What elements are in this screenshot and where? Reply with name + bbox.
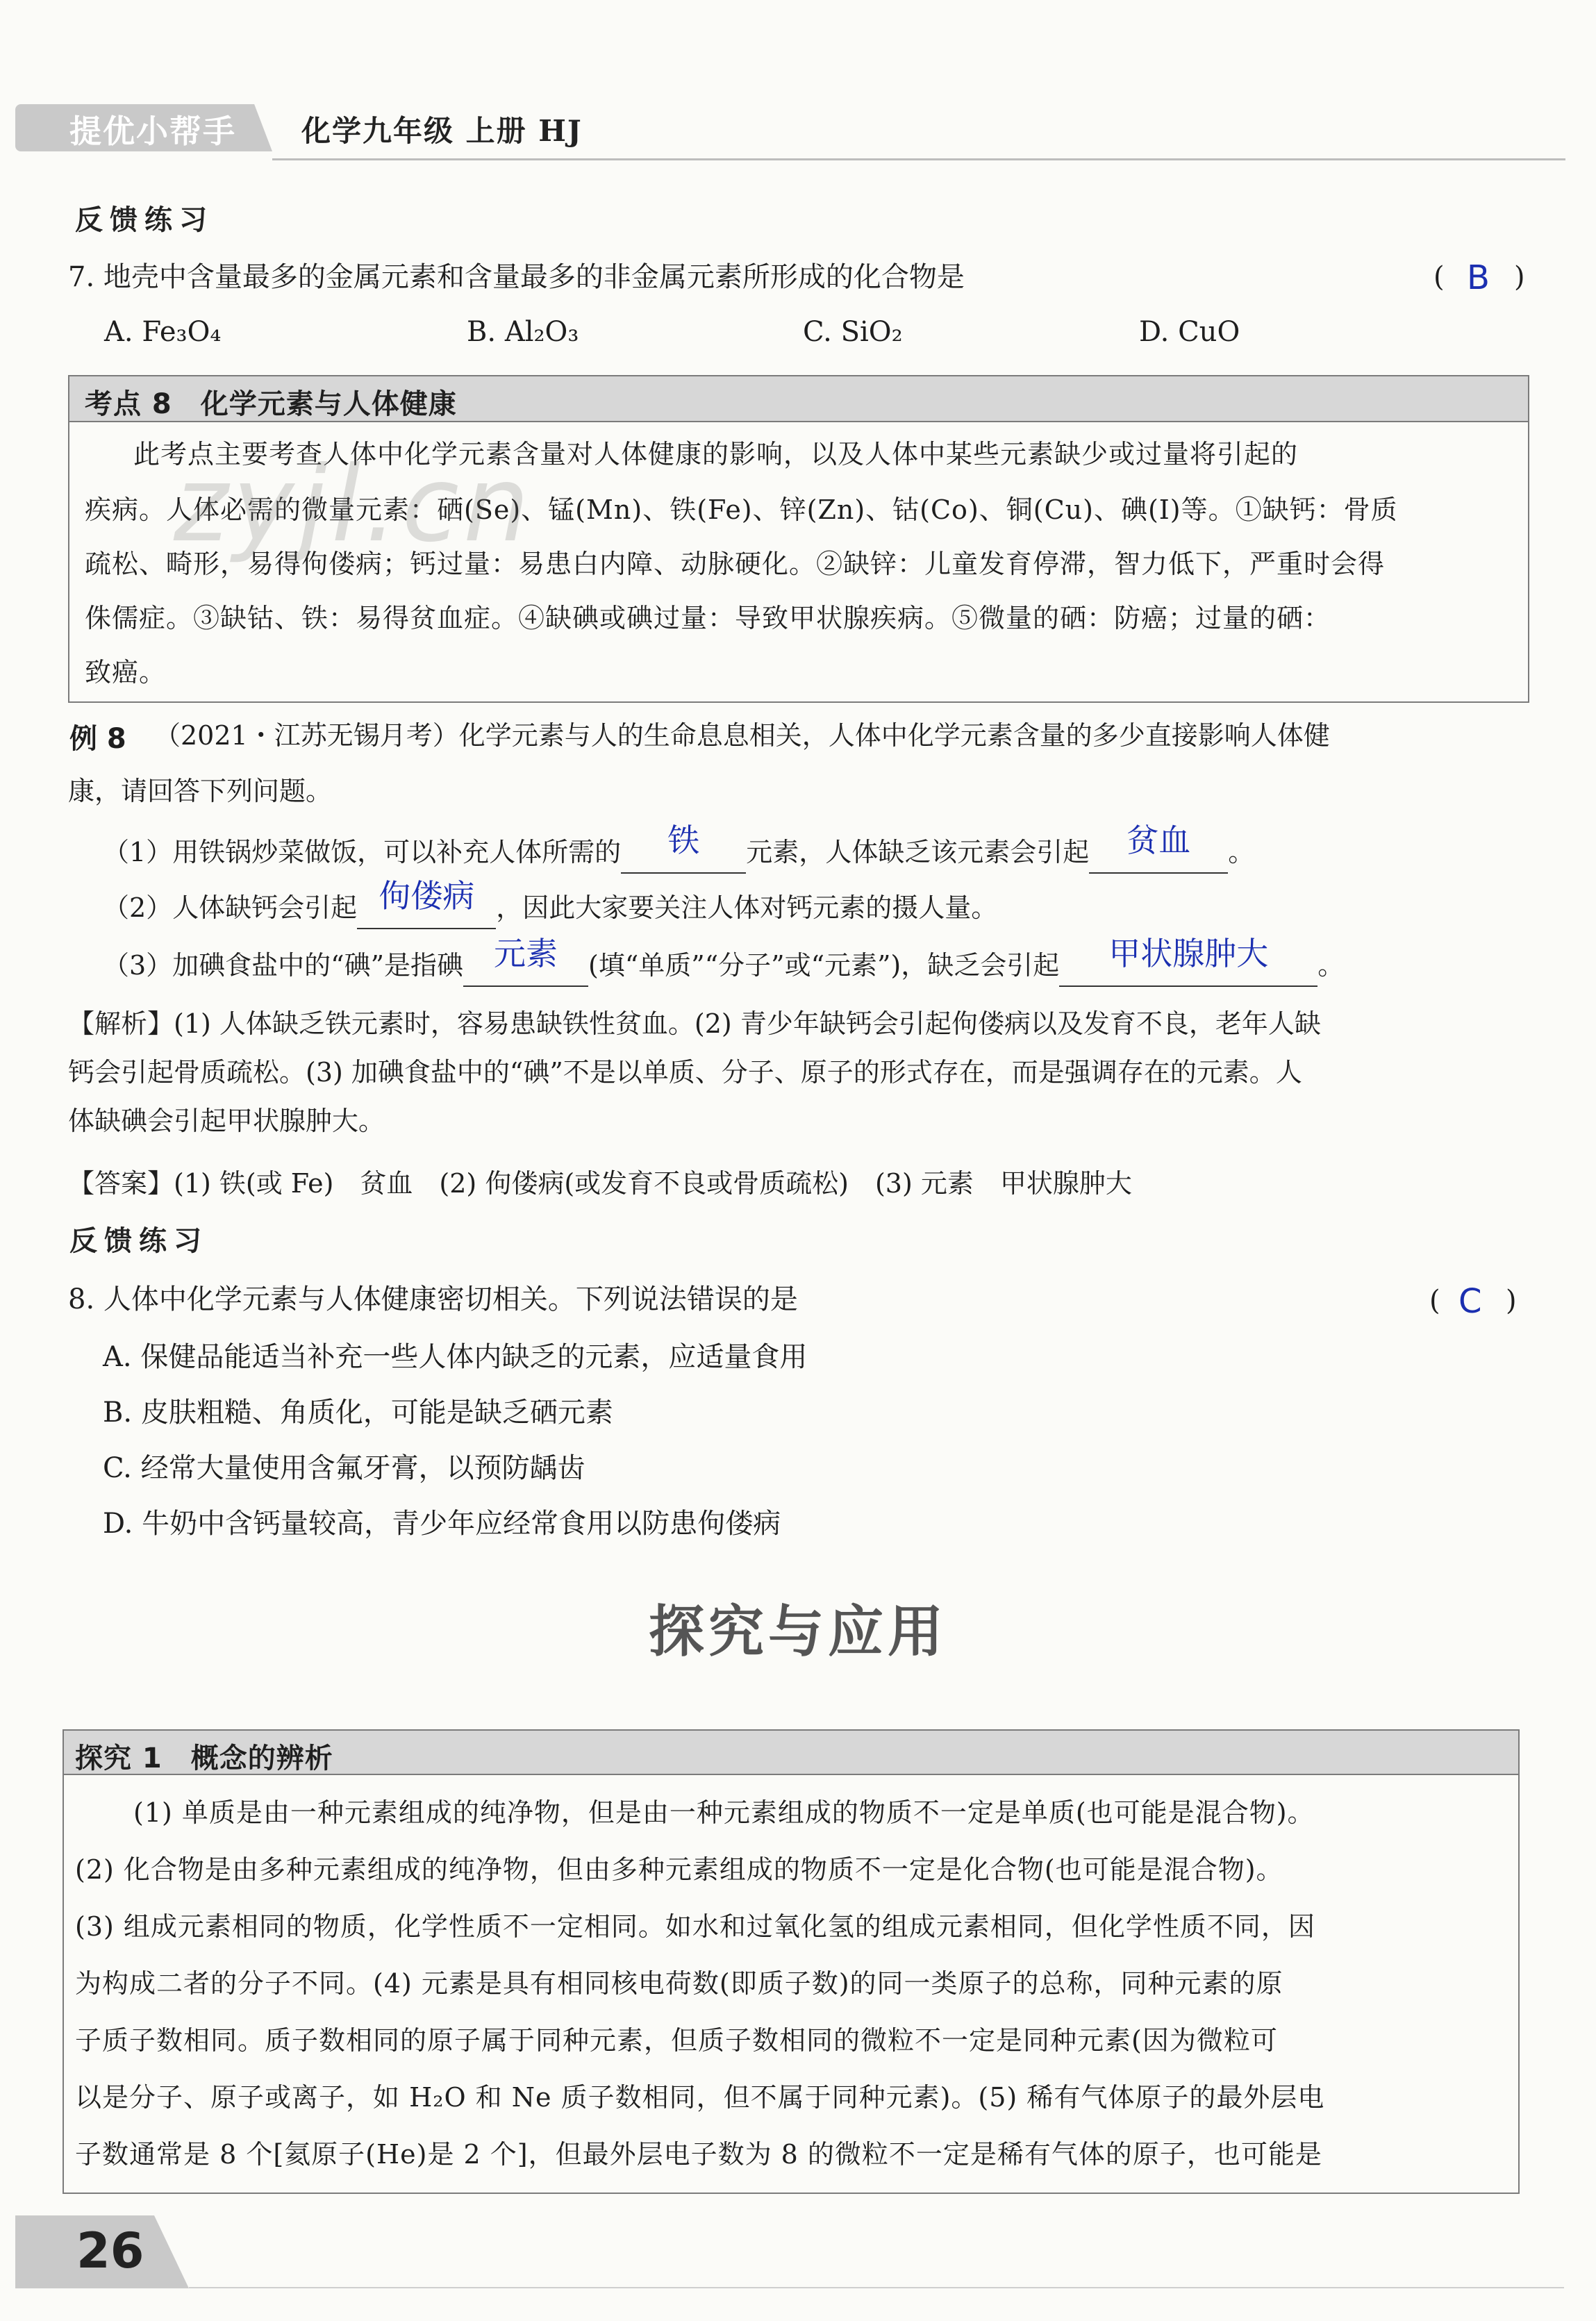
part-1-blank-2 xyxy=(1089,822,1228,874)
part-1-text-a: （1）用铁锅炒菜做饭，可以补充人体所需的 xyxy=(103,837,622,867)
part-3-text-b: (填“单质”“分子”或“元素”)，缺乏会引起 xyxy=(588,950,1060,981)
part-2-text-a: （2）人体缺钙会引起 xyxy=(103,892,358,923)
part-1-answer-1: 铁 xyxy=(667,822,700,859)
q8-stem: 8. 人体中化学元素与人体健康密切相关。下列说法错误的是 xyxy=(68,1283,798,1315)
part-1-text-c: 。 xyxy=(1228,837,1255,867)
header-rule xyxy=(272,158,1565,160)
q7-option-d: D. CuO xyxy=(1139,316,1240,348)
watermark: zyjl.cn xyxy=(174,444,534,565)
kp8-line-5: 致癌。 xyxy=(85,657,167,688)
explore-1-line-1: (1) 单质是由一种元素组成的纯净物，但是由一种元素组成的物质不一定是单质(也可能是混合物)。 xyxy=(133,1797,1315,1828)
explore-1-title: 探究 1 概念的辨析 xyxy=(75,1742,333,1774)
q7-option-b: B. Al₂O₃ xyxy=(467,316,579,348)
part-1-answer-2: 贫血 xyxy=(1127,822,1191,859)
part-1-blank-1 xyxy=(621,822,746,874)
q8-answer-paren-close: ) xyxy=(1506,1285,1517,1317)
example-8-stem-1: （2021・江苏无锡月考）化学元素与人的生命息息相关，人体中化学元素含量的多少直接影响人体健 xyxy=(154,720,1330,751)
q7-option-c: C. SiO₂ xyxy=(803,316,903,348)
part-3-text-a: （3）加碘食盐中的“碘”是指碘 xyxy=(103,950,464,981)
part-2-blank xyxy=(357,877,496,929)
explore-1-line-4: 为构成二者的分子不同。(4) 元素是具有相同核电荷数(即质子数)的同一类原子的总称，同种元素的原 xyxy=(75,1968,1283,1999)
explore-1-box xyxy=(63,1729,1520,2194)
part-1-text-b: 元素，人体缺乏该元素会引起 xyxy=(746,837,1090,867)
q8-answer: C xyxy=(1458,1282,1482,1321)
analysis-line-2: 钙会引起骨质疏松。(3) 加碘食盐中的“碘”不是以单质、分子、原子的形式存在，而是强调存在的元素。人 xyxy=(68,1057,1302,1088)
part-2-text-b: ，因此大家要关注人体对钙元素的摄人量。 xyxy=(496,892,998,923)
analysis-line-3: 体缺碘会引起甲状腺肿大。 xyxy=(68,1106,385,1136)
q7-answer: B xyxy=(1467,258,1490,297)
part-3-answer-2: 甲状腺肿大 xyxy=(1108,935,1269,972)
part-2-answer: 佝偻病 xyxy=(379,877,475,915)
kp8-line-4: 侏儒症。③缺钴、铁：易得贫血症。④缺碘或碘过量：导致甲状腺疾病。⑤微量的硒：防癌；过量的硒： xyxy=(85,603,1331,633)
part-3-text-c: 。 xyxy=(1317,950,1345,981)
explore-1-line-2: (2) 化合物是由多种元素组成的纯净物，但由多种元素组成的物质不一定是化合物(也可能是混合物)。 xyxy=(75,1854,1283,1885)
example-8-label: 例 8 xyxy=(69,723,126,755)
explore-1-line-6: 以是分子、原子或离子，如 H₂O 和 Ne 质子数相同，但不属于同种元素)。(5) 稀有气体原子的最外层电 xyxy=(75,2082,1325,2113)
section-big-title: 探究与应用 xyxy=(649,1599,947,1664)
part-3-answer-1: 元素 xyxy=(494,935,558,972)
part-3-blank-1 xyxy=(463,935,588,987)
q8-option-b: B. 皮肤粗糙、角质化，可能是缺乏硒元素 xyxy=(103,1397,613,1429)
example-8-part-1 xyxy=(103,822,1255,874)
q7-answer-paren-close: ) xyxy=(1514,261,1525,293)
q8-option-d: D. 牛奶中含钙量较高，青少年应经常食用以防患佝偻病 xyxy=(103,1508,781,1540)
q8-option-c: C. 经常大量使用含氟牙膏，以预防龋齿 xyxy=(103,1452,585,1484)
kp8-line-1: 此考点主要考查人体中化学元素含量对人体健康的影响，以及人体中某些元素缺少或过量将引起的 xyxy=(133,439,1299,469)
part-3-blank-2 xyxy=(1059,935,1317,987)
explore-1-line-7: 子数通常是 8 个[氦原子(He)是 2 个]，但最外层电子数为 8 的微粒不一定是稀有气体的原子，也可能是 xyxy=(75,2139,1322,2170)
example-8-part-2 xyxy=(103,877,998,929)
q8-answer-paren: ( xyxy=(1429,1285,1440,1317)
q7-stem: 7. 地壳中含量最多的金属元素和含量最多的非金属元素所形成的化合物是 xyxy=(68,261,965,293)
explore-1-line-3: (3) 组成元素相同的物质，化学性质不一定相同。如水和过氧化氢的组成元素相同，但化学性质不同，因 xyxy=(75,1911,1315,1942)
q8-option-a: A. 保健品能适当补充一些人体内缺乏的元素，应适量食用 xyxy=(103,1341,808,1373)
feedback-section-title: 反馈练习 xyxy=(75,204,214,236)
page-number: 26 xyxy=(76,2222,144,2279)
example-8-stem-2: 康，请回答下列问题。 xyxy=(68,776,333,806)
answer-line: 【答案】(1) 铁(或 Fe) 贫血 (2) 佝偻病(或发育不良或骨质疏松) (3) 元素 甲状腺肿大 xyxy=(68,1168,1132,1199)
q7-answer-paren: ( xyxy=(1433,261,1445,293)
kp8-line-3: 疏松、畸形，易得佝偻病；钙过量：易患白内障、动脉硬化。②缺锌：儿童发育停滞，智力低下，严重时会得 xyxy=(85,549,1386,579)
explore-1-line-5: 子质子数相同。质子数相同的原子属于同种元素，但质子数相同的微粒不一定是同种元素(因为微粒可 xyxy=(75,2025,1278,2056)
example-8-part-3 xyxy=(103,935,1345,987)
header-book-title: 化学九年级 上册 HJ xyxy=(301,114,583,148)
kp8-line-2: 疾病。人体必需的微量元素：硒(Se)、锰(Mn)、铁(Fe)、锌(Zn)、钴(Co)、铜(Cu)、碘(I)等。①缺钙：骨质 xyxy=(85,494,1398,525)
q7-option-a: A. Fe₃O₄ xyxy=(104,316,222,348)
feedback-section-title-2: 反馈练习 xyxy=(69,1225,208,1257)
knowledge-point-8-title: 考点 8 化学元素与人体健康 xyxy=(85,388,457,420)
analysis-line-1: 【解析】(1) 人体缺乏铁元素时，容易患缺铁性贫血。(2) 青少年缺钙会引起佝偻病以及发育不良，老年人缺 xyxy=(68,1008,1321,1039)
header-brand: 提优小帮手 xyxy=(69,113,236,150)
footer-rule xyxy=(189,2287,1564,2288)
